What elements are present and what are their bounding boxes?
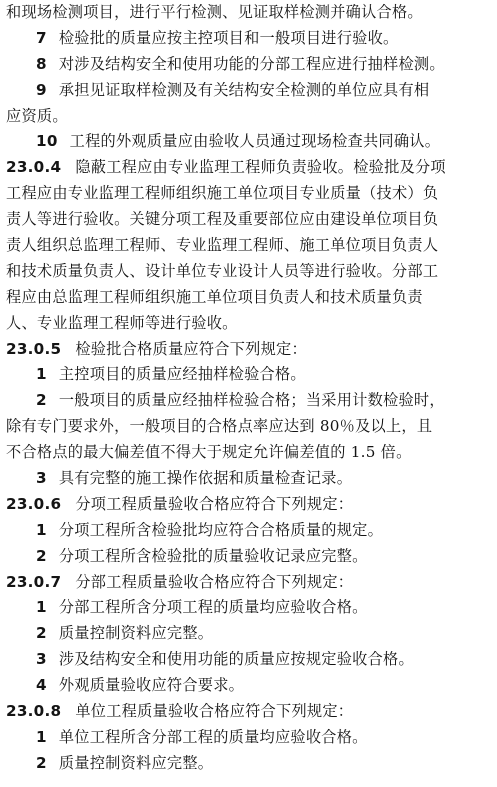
- list-item: [6, 466, 491, 492]
- paragraph-line: [6, 233, 491, 259]
- list-item: [6, 129, 491, 155]
- list-item: [6, 388, 491, 414]
- list-item: [6, 544, 491, 570]
- list-item: [6, 78, 491, 104]
- section-clause: [6, 155, 491, 181]
- line-text: 质量控制资料应完整。: [58, 624, 214, 643]
- clause-number: 23.0.4: [6, 158, 62, 177]
- line-text: 具有完整的施工操作依据和质量检查记录。: [58, 469, 353, 488]
- document-body: [6, 0, 491, 777]
- line-text: 涉及结构安全和使用功能的质量应按规定验收合格。: [58, 650, 414, 669]
- line-text: 分部工程质量验收合格应符合下列规定：: [75, 572, 354, 591]
- line-text: 单位工程所含分部工程的质量均应验收合格。: [58, 727, 368, 746]
- item-number: 3: [36, 650, 47, 669]
- paragraph-line: [6, 311, 491, 337]
- paragraph-line: [6, 104, 491, 130]
- line-text: 分项工程所含检验批均应符合合格质量的规定。: [58, 520, 384, 539]
- paragraph-line: [6, 181, 491, 207]
- item-number: 9: [36, 80, 47, 99]
- item-number: 8: [36, 54, 47, 73]
- item-number: 1: [36, 598, 47, 617]
- item-number: 10: [36, 132, 58, 151]
- line-text: 单位工程质量验收合格应符合下列规定：: [75, 702, 354, 721]
- line-text: 一般项目的质量应经抽样检验合格；当采用计数检验时，: [58, 391, 445, 410]
- line-text: 分部工程所含分项工程的质量均应验收合格。: [58, 598, 368, 617]
- item-number: 4: [36, 676, 47, 695]
- line-text: 和技术质量负责人、设计单位专业设计人员等进行验收。分部工: [6, 261, 439, 280]
- item-number: 1: [36, 727, 47, 746]
- line-text: 人、专业监理工程师等进行验收。: [6, 313, 238, 332]
- line-text: 主控项目的质量应经抽样检验合格。: [58, 365, 306, 384]
- list-item: [6, 621, 491, 647]
- clause-number: 23.0.7: [6, 572, 62, 591]
- section-clause: [6, 492, 491, 518]
- item-number: 2: [36, 624, 47, 643]
- line-text: 分项工程质量验收合格应符合下列规定：: [75, 494, 354, 513]
- paragraph-line: [6, 440, 491, 466]
- line-text: 和现场检测项目，进行平行检测、见证取样检测并确认合格。: [6, 3, 423, 21]
- list-item: [6, 751, 491, 777]
- list-item: [6, 362, 491, 388]
- line-text: 工程应由专业监理工程师组织施工单位项目专业质量（技术）负: [6, 184, 439, 203]
- line-text: 程应由总监理工程师组织施工单位项目负责人和技术质量负责: [6, 287, 423, 306]
- item-number: 7: [36, 28, 47, 47]
- list-item: [6, 26, 491, 52]
- line-text: 外观质量验收应符合要求。: [58, 676, 245, 695]
- clause-number: 23.0.6: [6, 494, 62, 513]
- item-number: 2: [36, 546, 47, 565]
- list-item: [6, 673, 491, 699]
- item-number: 3: [36, 469, 47, 488]
- item-number: 1: [36, 365, 47, 384]
- line-text: 承担见证取样检测及有关结构安全检测的单位应具有相: [58, 80, 430, 99]
- line-text: 质量控制资料应完整。: [58, 753, 214, 772]
- line-text: 不合格点的最大偏差值不得大于规定允许偏差值的 1.5 倍。: [6, 443, 412, 462]
- section-clause: [6, 570, 491, 596]
- section-clause: [6, 699, 491, 725]
- line-text: 工程的外观质量应由验收人员通过现场检查共同确认。: [69, 132, 441, 151]
- line-text: 检验批合格质量应符合下列规定：: [75, 339, 307, 358]
- line-text: 分项工程所含检验批的质量验收记录应完整。: [58, 546, 368, 565]
- line-text: 应资质。: [6, 106, 68, 125]
- line-text: 除有专门要求外，一般项目的合格点率应达到 80％及以上，且: [6, 417, 433, 436]
- paragraph-line: [6, 414, 491, 440]
- list-item: [6, 725, 491, 751]
- list-item: [6, 52, 491, 78]
- clause-number: 23.0.8: [6, 702, 62, 721]
- list-item: [6, 595, 491, 621]
- line-text: 隐蔽工程应由专业监理工程师负责验收。检验批及分项: [75, 158, 446, 177]
- paragraph-line: [6, 259, 491, 285]
- line-text: 责人组织总监理工程师、专业监理工程师、施工单位项目负责人: [6, 236, 439, 255]
- clause-number: 23.0.5: [6, 339, 62, 358]
- line-text: 责人等进行验收。关键分项工程及重要部位应由建设单位项目负: [6, 210, 439, 229]
- paragraph-line: [6, 285, 491, 311]
- list-item: [6, 647, 491, 673]
- section-clause: [6, 337, 491, 363]
- item-number: 1: [36, 520, 47, 539]
- line-text: 对涉及结构安全和使用功能的分部工程应进行抽样检测。: [58, 54, 445, 73]
- paragraph-line: [6, 207, 491, 233]
- item-number: 2: [36, 391, 47, 410]
- item-number: 2: [36, 753, 47, 772]
- paragraph-line: [6, 0, 491, 26]
- line-text: 检验批的质量应按主控项目和一般项目进行验收。: [58, 28, 399, 47]
- list-item: [6, 518, 491, 544]
